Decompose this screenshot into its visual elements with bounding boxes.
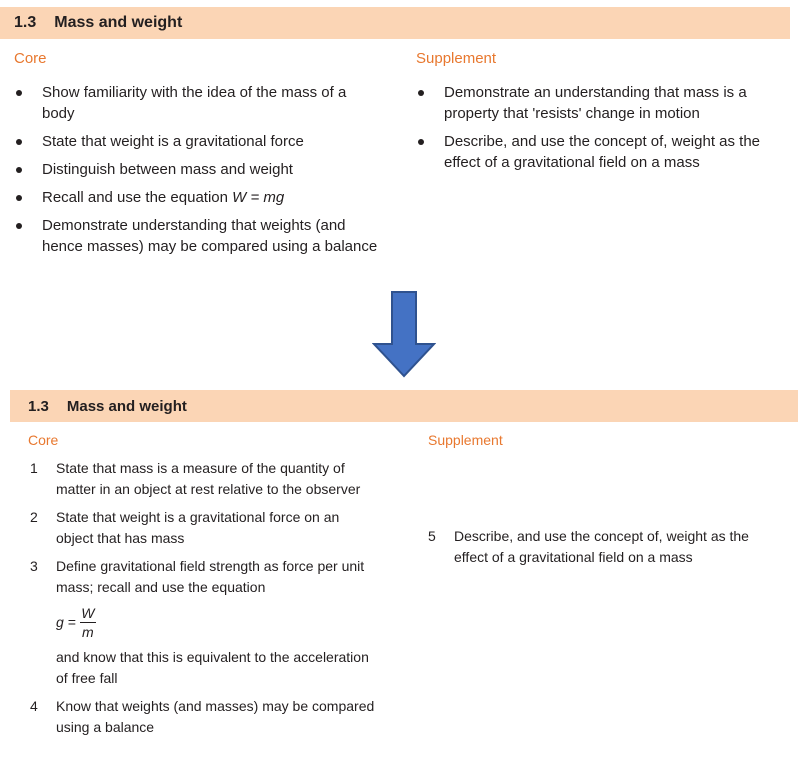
- top-core-label: Core: [14, 50, 47, 67]
- list-item: [28, 556, 378, 689]
- item-number: 2: [30, 509, 38, 525]
- down-arrow-icon: [372, 290, 436, 378]
- item-text-after: and know that this is equivalent to the acceleration of free fall: [56, 649, 369, 686]
- equation-text: W = mg: [232, 189, 285, 206]
- list-item: [28, 696, 378, 738]
- bottom-supplement-label: Supplement: [428, 432, 503, 448]
- fraction: [80, 604, 96, 641]
- top-supplement-list: [414, 82, 784, 180]
- list-item: [12, 187, 382, 208]
- bottom-core-label: Core: [28, 432, 59, 448]
- bottom-section-number: 1.3: [28, 397, 49, 415]
- top-section-header: [0, 7, 790, 39]
- list-item: [28, 507, 378, 549]
- list-item: Show familiarity with the idea of the mass of a body: [12, 82, 382, 124]
- bottom-core-list: [28, 458, 378, 745]
- bottom-section-title: Mass and weight: [66, 397, 187, 415]
- list-item: State that weight is a gravitational force: [12, 131, 382, 152]
- item-text: Know that weights (and masses) may be compared using a balance: [56, 698, 375, 735]
- list-item: Demonstrate an understanding that mass is a property that 'resists' change in motion: [414, 82, 784, 124]
- equation-lhs: g =: [56, 614, 76, 630]
- fraction-numerator: W: [81, 605, 95, 621]
- bottom-supplement-list: [426, 526, 781, 575]
- equation-fraction: [56, 604, 378, 641]
- item-number: 5: [428, 528, 436, 544]
- equation-prefix: Recall and use the equation: [42, 189, 233, 206]
- item-number: 3: [30, 558, 38, 574]
- list-item: Describe, and use the concept of, weight as the effect of a gravitational field on a mass: [414, 131, 784, 173]
- list-item: [426, 526, 781, 568]
- top-section-number: 1.3: [14, 14, 37, 31]
- item-text: State that mass is a measure of the quantity of matter in an object at rest relative to the observer: [56, 460, 361, 497]
- item-text: Describe, and use the concept of, weight as the effect of a gravitational field on a mass: [454, 528, 749, 565]
- top-section-title: Mass and weight: [54, 14, 183, 31]
- item-number: 4: [30, 698, 38, 714]
- list-item: [28, 458, 378, 500]
- list-item: Demonstrate understanding that weights (and hence masses) may be compared using a balance: [12, 215, 382, 257]
- item-text: Define gravitational field strength as force per unit mass; recall and use the equation: [56, 558, 365, 595]
- bottom-section-header: [10, 390, 798, 422]
- top-supplement-label: Supplement: [416, 50, 497, 67]
- top-core-list: [12, 82, 382, 264]
- list-item: Distinguish between mass and weight: [12, 159, 382, 180]
- item-number: 1: [30, 460, 38, 476]
- item-text: State that weight is a gravitational force on an object that has mass: [56, 509, 340, 546]
- fraction-denominator: m: [82, 624, 94, 640]
- arrow-shape: [374, 292, 434, 376]
